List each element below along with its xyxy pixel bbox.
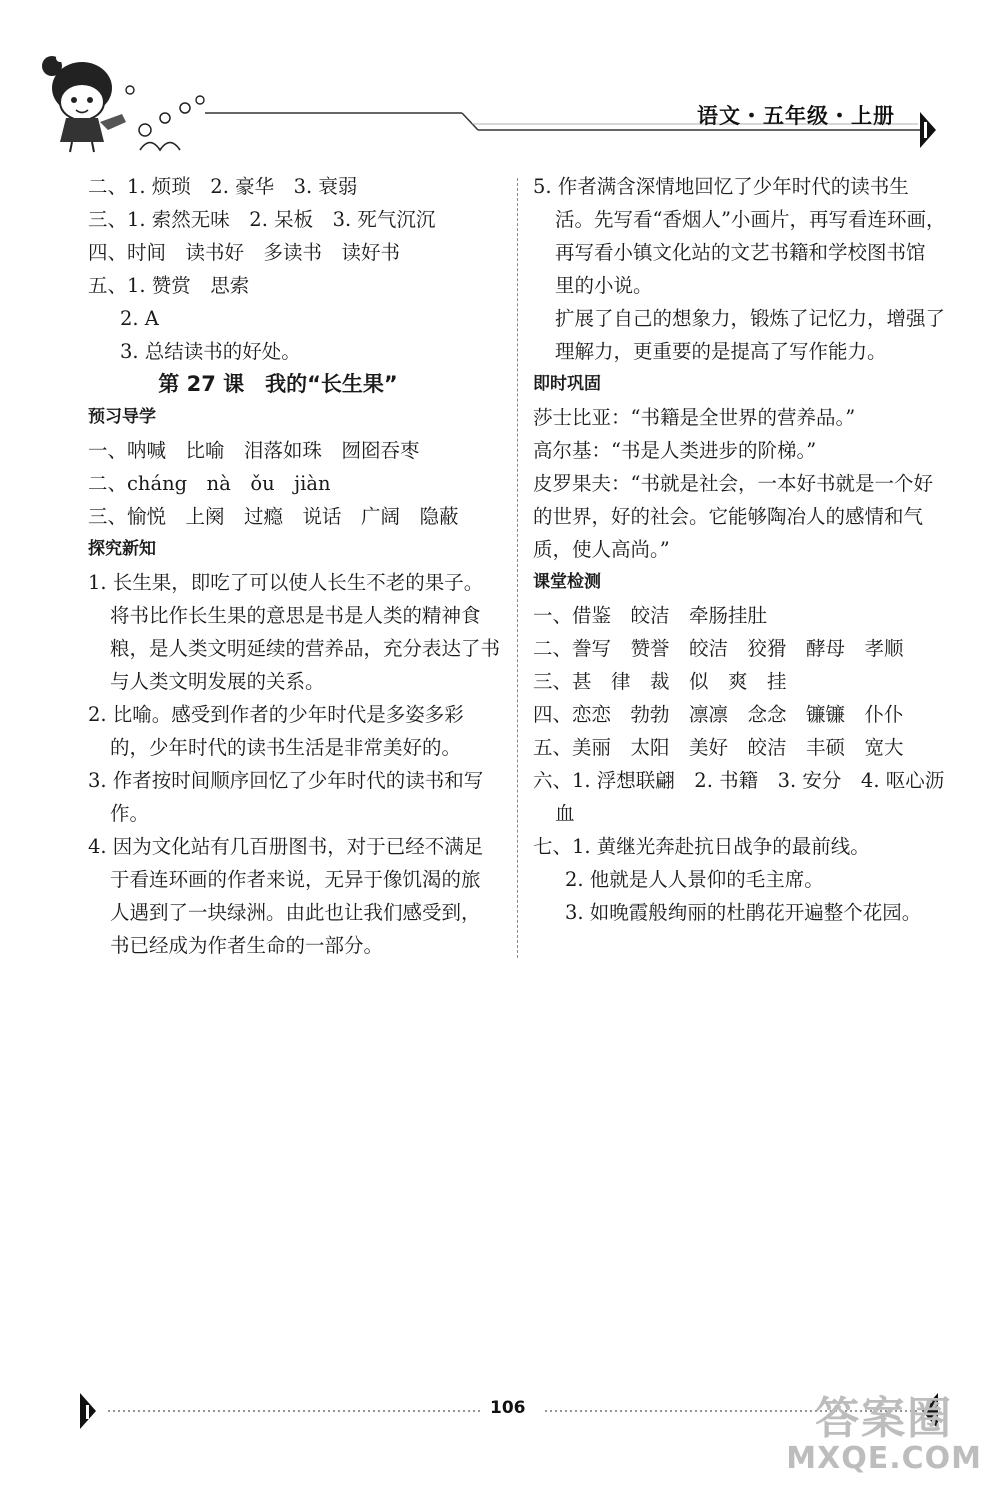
page-title: 语文・五年级・上册	[697, 104, 895, 128]
answer-line: 将书比作长生果的意思是书是人类的精神食	[110, 604, 481, 627]
watermark-bottom: MXQE.COM	[786, 1441, 982, 1476]
answer-line: 的世界，好的社会。它能够陶冶人的感情和气	[533, 505, 924, 528]
left-column	[88, 170, 508, 962]
section-heading-explore: 探究新知	[88, 539, 156, 559]
answer-line: 作。	[110, 802, 150, 825]
answer-line: 四、时间 读书好 多读书 读好书	[88, 241, 401, 264]
answer-line: 人遇到了一块绿洲。由此也让我们感受到，	[110, 901, 481, 924]
answer-line: 于看连环画的作者来说，无异于像饥渴的旅	[110, 868, 481, 891]
watermark-top: 答案圈	[815, 1393, 954, 1444]
answer-line: 质，使人高尚。”	[533, 538, 670, 561]
page-number: 106	[490, 1398, 526, 1418]
answer-line: 四、恋恋 勃勃 凛凛 念念 镰镰 仆仆	[533, 703, 904, 726]
answer-line: 粮，是人类文明延续的营养品，充分表达了书	[110, 637, 501, 660]
answer-line: 再写看小镇文化站的文艺书籍和学校图书馆	[555, 241, 926, 264]
section-heading-consolidate: 即时巩固	[533, 374, 601, 394]
answer-line: 六、1. 浮想联翩 2. 书籍 3. 安分 4. 呕心沥	[533, 769, 945, 792]
answer-line: 二、誊写 赞誉 皎洁 狡猾 酵母 孝顺	[533, 637, 904, 660]
answer-line: 一、呐喊 比喻 泪落如珠 囫囵吞枣	[88, 439, 420, 462]
answer-line: 2. 比喻。感受到作者的少年时代是多姿多彩	[88, 703, 464, 726]
answer-line: 活。先写看“香烟人”小画片，再写看连环画，	[555, 208, 946, 231]
column-divider	[517, 178, 518, 958]
answer-line: 三、1. 索然无味 2. 呆板 3. 死气沉沉	[88, 208, 436, 231]
answer-line: 里的小说。	[555, 274, 653, 297]
answer-line: 5. 作者满含深情地回忆了少年时代的读书生	[533, 175, 909, 198]
answer-line: 3. 如晚霞般绚丽的杜鹃花开遍整个花园。	[565, 901, 922, 924]
answer-line: 二、cháng nà ǒu jiàn	[88, 472, 331, 495]
answer-line: 2. A	[120, 307, 159, 330]
answer-line: 七、1. 黄继光奔赴抗日战争的最前线。	[533, 835, 870, 858]
answer-line: 3. 总结读书的好处。	[120, 340, 301, 363]
answer-line: 1. 长生果，即吃了可以使人长生不老的果子。	[88, 571, 484, 594]
page-header	[0, 0, 1000, 165]
answer-line: 2. 他就是人人景仰的毛主席。	[565, 868, 824, 891]
answer-line: 二、1. 烦琐 2. 豪华 3. 衰弱	[88, 175, 358, 198]
section-heading-preview: 预习导学	[88, 407, 156, 427]
answer-line: 的，少年时代的读书生活是非常美好的。	[110, 736, 462, 759]
answer-line: 莎士比亚：“书籍是全世界的营养品。”	[533, 406, 856, 429]
answer-line: 与人类文明发展的关系。	[110, 670, 325, 693]
answer-line: 三、甚 律 裁 似 爽 挂	[533, 670, 787, 693]
answer-line: 高尔基：“书是人类进步的阶梯。”	[533, 439, 817, 462]
answer-line: 皮罗果夫：“书就是社会，一本好书就是一个好	[533, 472, 933, 495]
watermark-logo	[786, 1395, 982, 1475]
answer-line: 五、美丽 太阳 美好 皎洁 丰硕 宽大	[533, 736, 904, 759]
section-heading-check: 课堂检测	[533, 572, 601, 592]
answer-line: 3. 作者按时间顺序回忆了少年时代的读书和写	[88, 769, 484, 792]
right-column	[533, 170, 948, 929]
answer-line: 三、愉悦 上阕 过瘾 说话 广阔 隐蔽	[88, 505, 459, 528]
lesson-title: 第 27 课 我的“长生果”	[158, 372, 398, 396]
answer-line: 血	[555, 802, 575, 825]
answer-line: 4. 因为文化站有几百册图书，对于已经不满足	[88, 835, 484, 858]
answer-line: 书已经成为作者生命的一部分。	[110, 934, 384, 957]
answer-line: 一、借鉴 皎洁 牵肠挂肚	[533, 604, 768, 627]
header-rule	[0, 0, 1000, 165]
answer-line: 理解力，更重要的是提高了写作能力。	[555, 340, 887, 363]
answer-line: 扩展了自己的想象力，锻炼了记忆力，增强了	[555, 307, 946, 330]
answer-line: 五、1. 赞赏 思索	[88, 274, 250, 297]
